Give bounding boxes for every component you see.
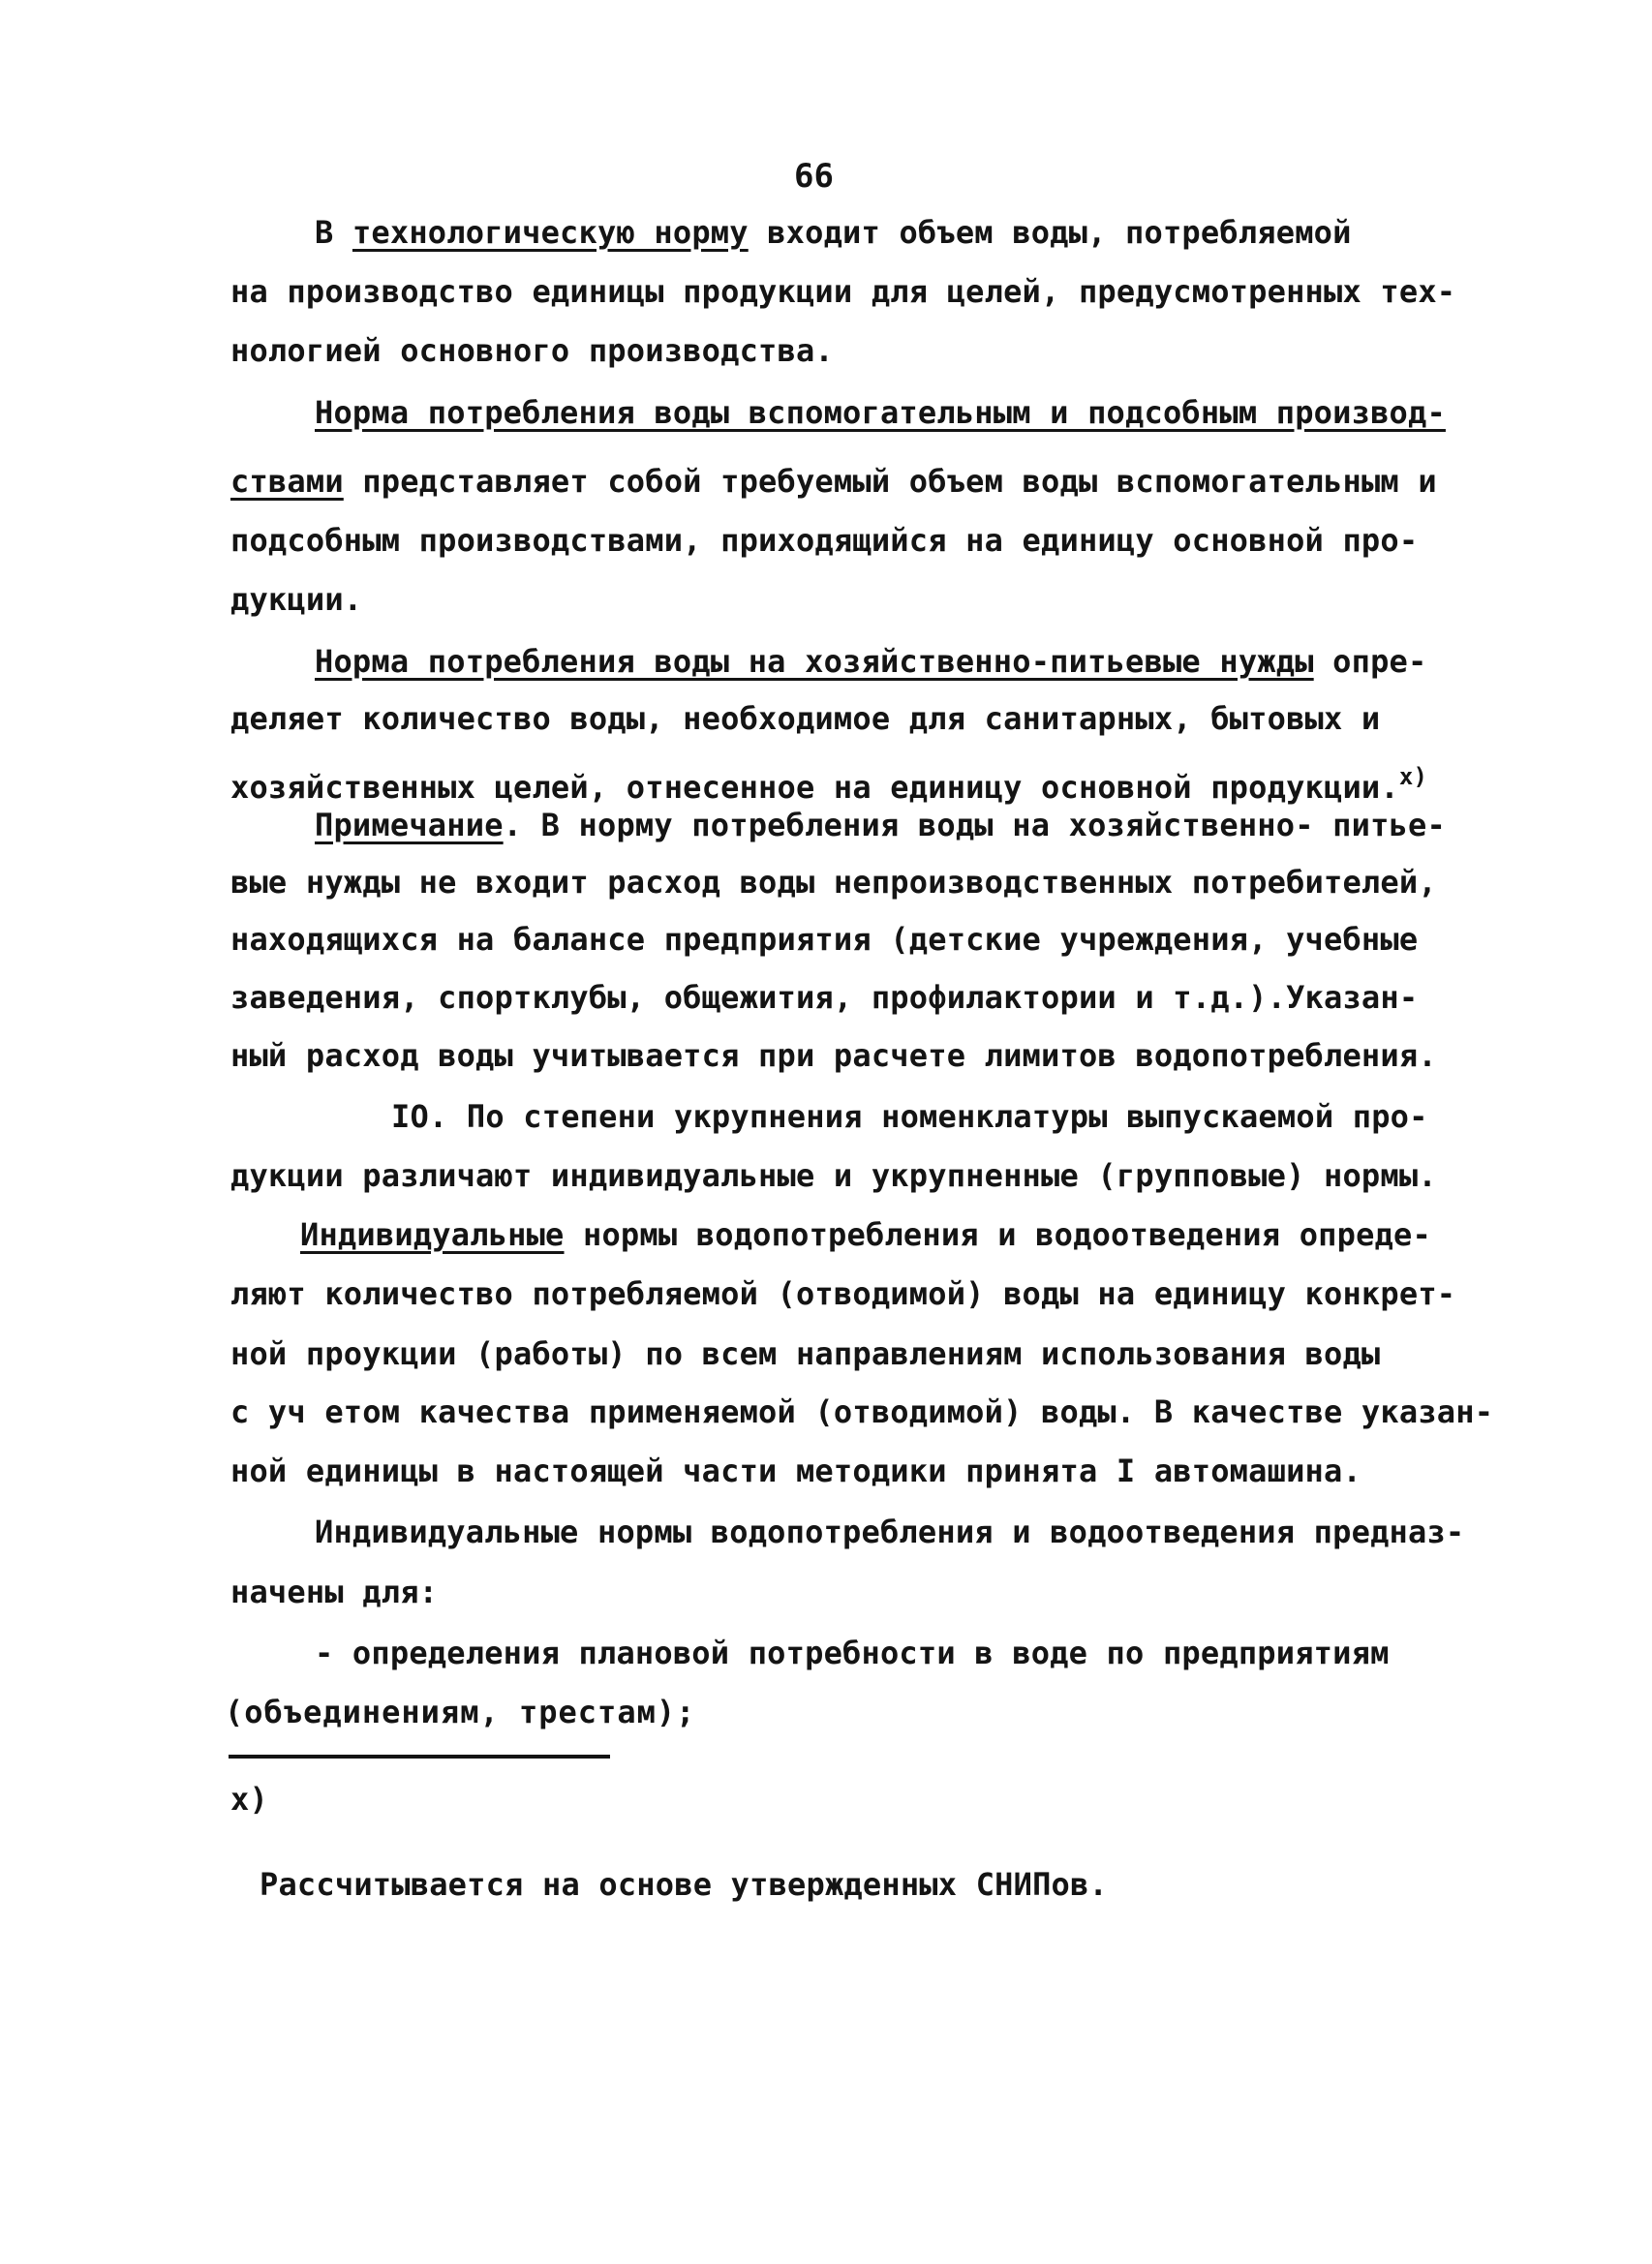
paragraph-household-norm-line-1: [315, 640, 1426, 683]
term-individual-norms: Индивидуальные: [300, 1216, 565, 1253]
paragraph-auxiliary-norm-line-2: [230, 460, 1437, 503]
paragraph-10-line-1: IO. По степени укрупнения номенклатуры выпускаемой про-: [391, 1098, 1428, 1135]
note-line-4: заведения, спортклубы, общежития, профилактории и т.д.).Указан-: [230, 979, 1419, 1016]
footnote-reference: x): [1398, 763, 1428, 790]
paragraph-household-norm-line-2: деляет количество воды, необходимое для санитарных, бытовых и: [230, 700, 1381, 737]
note-line-1: [315, 804, 1446, 846]
paragraph-technological-norm-line-2: на производство единицы продукции для целей, предусмотренных тех-: [230, 273, 1456, 310]
note-label: Примечание: [315, 807, 504, 843]
text-segment: хозяйственных целей, отнесенное на единицу основной продукции.: [230, 769, 1399, 806]
paragraph-individual-norms-line-3: ной проукции (работы) по всем направлениям использования воды: [230, 1335, 1381, 1372]
paragraph-individual-norms-line-5: ной единицы в настоящей части методики принята I автомашина.: [230, 1453, 1361, 1489]
note-line-5: ный расход воды учитывается при расчете лимитов водопотребления.: [230, 1037, 1437, 1074]
paragraph-individual-norms-line-1: [300, 1213, 1431, 1256]
paragraph-auxiliary-norm-line-4: дукции.: [230, 581, 363, 618]
paragraph-household-norm-line-3: [230, 755, 1427, 809]
text-segment: . В норму потребления воды на хозяйственно- питье-: [503, 807, 1446, 843]
text-segment: нормы водопотребления и водоотведения опреде-: [564, 1216, 1431, 1253]
paragraph-auxiliary-norm-line-1: [315, 391, 1446, 434]
term-auxiliary-consumption-norm-end: ствами: [230, 463, 344, 500]
text-segment: представляет собой требуемый объем воды вспомогательным и: [343, 463, 1437, 500]
paragraph-purpose-line-2: начены для:: [230, 1574, 439, 1610]
term-technological-norm: технологическую норму: [352, 214, 749, 251]
list-item-planning-line-1: - определения плановой потребности в воде по предприятиям: [315, 1635, 1390, 1671]
footnote-text: Рассчитывается на основе утвержденных СНИПов.: [260, 1866, 1108, 1903]
paragraph-technological-norm-line-1: [315, 211, 1352, 254]
list-item-planning-line-2: (объединениям, трестам);: [225, 1694, 696, 1730]
paragraph-purpose-line-1: Индивидуальные нормы водопотребления и водоотведения предназ-: [315, 1514, 1465, 1550]
text-segment: входит объем воды, потребляемой: [748, 214, 1352, 251]
paragraph-10-line-2: дукции различают индивидуальные и укрупненные (групповые) нормы.: [230, 1157, 1437, 1194]
page-number: 66: [794, 157, 834, 196]
footnote-marker: x): [230, 1781, 268, 1818]
term-household-drinking-norm: Норма потребления воды на хозяйственно-питьевые нужды: [315, 643, 1314, 680]
paragraph-technological-norm-line-3: нологией основного производства.: [230, 332, 834, 369]
paragraph-individual-norms-line-2: ляют количество потребляемой (отводимой) воды на единицу конкрет-: [230, 1275, 1456, 1312]
note-line-2: вые нужды не входит расход воды непроизводственных потребителей,: [230, 864, 1437, 901]
note-line-3: находящихся на балансе предприятия (детские учреждения, учебные: [230, 921, 1419, 958]
footnote-separator: [229, 1755, 610, 1759]
paragraph-individual-norms-line-4: с уч етом качества применяемой (отводимой) воды. В качестве указан-: [230, 1393, 1494, 1430]
text-segment: опре-: [1313, 643, 1427, 680]
paragraph-auxiliary-norm-line-3: подсобным производствами, приходящийся на единицу основной про-: [230, 522, 1419, 559]
term-auxiliary-consumption-norm: Норма потребления воды вспомогательным и подсобным производ-: [315, 394, 1446, 431]
text-segment: В: [315, 214, 352, 251]
